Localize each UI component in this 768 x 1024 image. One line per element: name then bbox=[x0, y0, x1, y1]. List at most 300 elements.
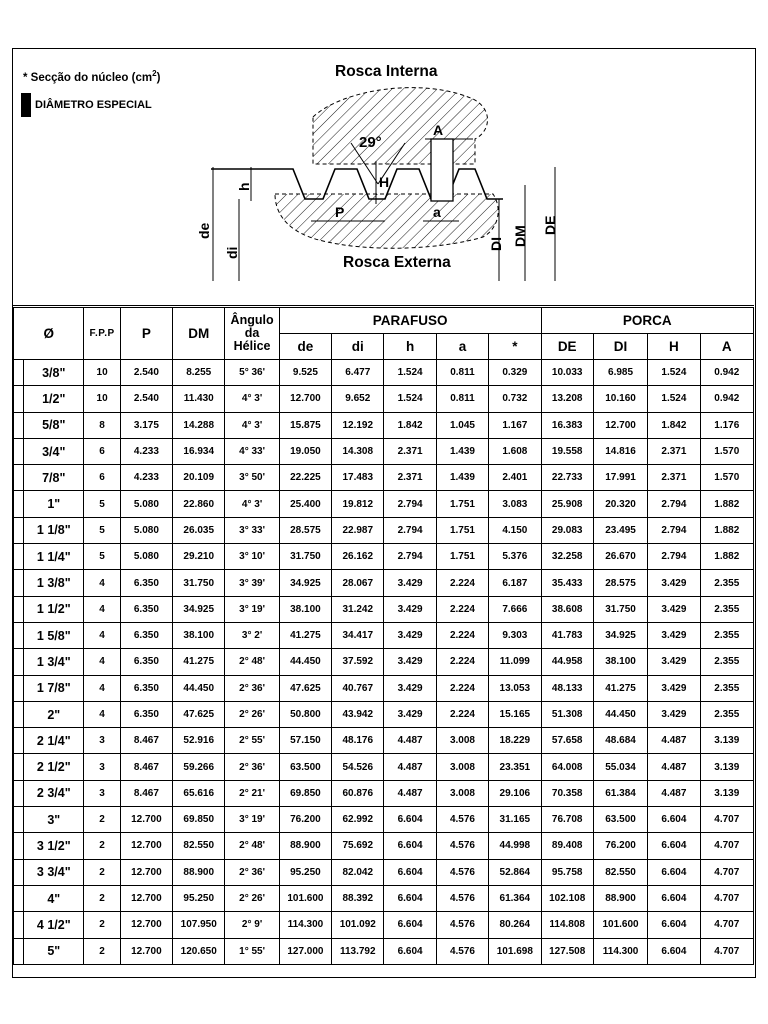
table-cell: 60.876 bbox=[332, 780, 384, 806]
table-cell: 23.351 bbox=[489, 754, 541, 780]
special-marker-cell bbox=[14, 412, 24, 438]
table-cell: 3.008 bbox=[436, 728, 488, 754]
special-marker-cell bbox=[14, 859, 24, 885]
table-cell: 54.526 bbox=[332, 754, 384, 780]
table-cell: 12.700 bbox=[120, 938, 172, 964]
table-cell: 38.100 bbox=[593, 649, 647, 675]
table-cell: 15.165 bbox=[489, 701, 541, 727]
table-cell: 3.008 bbox=[436, 754, 488, 780]
table-cell: 41.275 bbox=[173, 649, 225, 675]
diameter-cell: 2 3/4" bbox=[24, 780, 84, 806]
table-cell: 4.487 bbox=[648, 754, 700, 780]
table-row bbox=[14, 412, 754, 438]
table-cell: 12.700 bbox=[279, 386, 331, 412]
table-cell: 5.080 bbox=[120, 544, 172, 570]
special-marker-cell bbox=[14, 938, 24, 964]
table-cell: 7.666 bbox=[489, 596, 541, 622]
table-cell: 75.692 bbox=[332, 833, 384, 859]
table-cell: 48.684 bbox=[593, 728, 647, 754]
diameter-cell: 1 5/8" bbox=[24, 622, 84, 648]
table-cell: 12.700 bbox=[120, 833, 172, 859]
table-cell: 69.850 bbox=[173, 807, 225, 833]
table-cell: 29.083 bbox=[541, 517, 593, 543]
col-header-nut-H: H bbox=[648, 334, 700, 360]
table-cell: 4.707 bbox=[700, 912, 753, 938]
table-cell: 3.139 bbox=[700, 780, 753, 806]
col-header-bolt-core-section: * bbox=[489, 334, 541, 360]
table-cell: 22.733 bbox=[541, 465, 593, 491]
table-cell: 2 bbox=[84, 833, 120, 859]
table-cell: 82.042 bbox=[332, 859, 384, 885]
table-cell: 22.225 bbox=[279, 465, 331, 491]
table-row bbox=[14, 517, 754, 543]
table-cell: 6.604 bbox=[384, 885, 436, 911]
table-cell: 2° 36' bbox=[225, 675, 279, 701]
table-row bbox=[14, 544, 754, 570]
col-header-fpp: F.P.P bbox=[84, 308, 120, 360]
table-cell: 11.099 bbox=[489, 649, 541, 675]
table-cell: 13.208 bbox=[541, 386, 593, 412]
special-marker-cell bbox=[14, 885, 24, 911]
table-cell: 8.467 bbox=[120, 780, 172, 806]
special-marker-cell bbox=[14, 622, 24, 648]
table-cell: 19.558 bbox=[541, 438, 593, 464]
table-cell: 12.700 bbox=[120, 885, 172, 911]
table-cell: 2.355 bbox=[700, 596, 753, 622]
table-row bbox=[14, 833, 754, 859]
table-cell: 8 bbox=[84, 412, 120, 438]
table-cell: 2.224 bbox=[436, 596, 488, 622]
table-cell: 3° 19' bbox=[225, 596, 279, 622]
diameter-cell: 5/8" bbox=[24, 412, 84, 438]
table-row bbox=[14, 885, 754, 911]
table-cell: 12.700 bbox=[120, 807, 172, 833]
table-cell: 2.355 bbox=[700, 701, 753, 727]
table-cell: 14.288 bbox=[173, 412, 225, 438]
table-cell: 2° 26' bbox=[225, 885, 279, 911]
table-cell: 6.350 bbox=[120, 649, 172, 675]
table-cell: 76.708 bbox=[541, 807, 593, 833]
table-cell: 3° 39' bbox=[225, 570, 279, 596]
dim-DI-label: DI bbox=[488, 237, 504, 251]
table-cell: 8.467 bbox=[120, 754, 172, 780]
table-cell: 61.384 bbox=[593, 780, 647, 806]
table-cell: 6.604 bbox=[648, 885, 700, 911]
table-cell: 12.192 bbox=[332, 412, 384, 438]
table-cell: 2.371 bbox=[384, 438, 436, 464]
table-cell: 48.133 bbox=[541, 675, 593, 701]
table-row bbox=[14, 754, 754, 780]
thread-profile-diagram bbox=[13, 49, 754, 305]
helix-angle-line2: da bbox=[244, 326, 260, 340]
table-cell: 1.439 bbox=[436, 438, 488, 464]
table-row bbox=[14, 912, 754, 938]
internal-thread-body bbox=[313, 88, 488, 164]
dim-di-label: di bbox=[224, 246, 240, 259]
table-cell: 88.900 bbox=[593, 885, 647, 911]
table-cell: 44.998 bbox=[489, 833, 541, 859]
thread-spec-sheet bbox=[12, 48, 756, 978]
col-header-dm: DM bbox=[173, 308, 225, 360]
table-cell: 95.758 bbox=[541, 859, 593, 885]
table-cell: 6.604 bbox=[648, 912, 700, 938]
table-cell: 9.303 bbox=[489, 622, 541, 648]
diameter-cell: 1" bbox=[24, 491, 84, 517]
diameter-cell: 1 3/8" bbox=[24, 570, 84, 596]
table-cell: 0.329 bbox=[489, 360, 541, 386]
col-header-helix-angle bbox=[225, 308, 279, 360]
table-cell: 2.224 bbox=[436, 649, 488, 675]
table-row bbox=[14, 728, 754, 754]
table-cell: 26.670 bbox=[593, 544, 647, 570]
table-cell: 4 bbox=[84, 570, 120, 596]
table-cell: 2° 21' bbox=[225, 780, 279, 806]
table-cell: 0.732 bbox=[489, 386, 541, 412]
table-cell: 69.850 bbox=[279, 780, 331, 806]
table-cell: 6 bbox=[84, 465, 120, 491]
table-cell: 6.604 bbox=[384, 938, 436, 964]
table-cell: 4.576 bbox=[436, 833, 488, 859]
table-cell: 4.487 bbox=[648, 780, 700, 806]
table-cell: 6.604 bbox=[648, 859, 700, 885]
table-cell: 80.264 bbox=[489, 912, 541, 938]
table-cell: 9.525 bbox=[279, 360, 331, 386]
table-cell: 2.371 bbox=[384, 465, 436, 491]
table-cell: 17.991 bbox=[593, 465, 647, 491]
table-cell: 43.942 bbox=[332, 701, 384, 727]
special-marker-cell bbox=[14, 570, 24, 596]
table-cell: 1.608 bbox=[489, 438, 541, 464]
table-cell: 6.604 bbox=[648, 833, 700, 859]
table-cell: 101.600 bbox=[279, 885, 331, 911]
table-cell: 70.358 bbox=[541, 780, 593, 806]
table-cell: 2.794 bbox=[384, 544, 436, 570]
table-row bbox=[14, 570, 754, 596]
table-cell: 3.008 bbox=[436, 780, 488, 806]
table-row bbox=[14, 675, 754, 701]
table-cell: 113.792 bbox=[332, 938, 384, 964]
table-cell: 26.035 bbox=[173, 517, 225, 543]
table-cell: 2.371 bbox=[648, 438, 700, 464]
table-cell: 17.483 bbox=[332, 465, 384, 491]
diameter-cell: 2 1/2" bbox=[24, 754, 84, 780]
table-cell: 34.925 bbox=[279, 570, 331, 596]
table-cell: 4.233 bbox=[120, 465, 172, 491]
table-cell: 3.429 bbox=[384, 675, 436, 701]
table-cell: 1.882 bbox=[700, 544, 753, 570]
table-cell: 6.350 bbox=[120, 596, 172, 622]
external-thread-body bbox=[275, 194, 498, 248]
table-cell: 3° 2' bbox=[225, 622, 279, 648]
special-marker-cell bbox=[14, 675, 24, 701]
table-cell: 1.045 bbox=[436, 412, 488, 438]
diameter-cell: 4" bbox=[24, 885, 84, 911]
table-cell: 15.875 bbox=[279, 412, 331, 438]
table-cell: 4.576 bbox=[436, 859, 488, 885]
table-cell: 88.900 bbox=[173, 859, 225, 885]
table-cell: 62.992 bbox=[332, 807, 384, 833]
table-cell: 1.167 bbox=[489, 412, 541, 438]
table-cell: 1.842 bbox=[648, 412, 700, 438]
table-cell: 18.229 bbox=[489, 728, 541, 754]
diameter-cell: 7/8" bbox=[24, 465, 84, 491]
diameter-cell: 1 1/8" bbox=[24, 517, 84, 543]
table-cell: 41.783 bbox=[541, 622, 593, 648]
table-cell: 1° 55' bbox=[225, 938, 279, 964]
table-cell: 2.794 bbox=[648, 544, 700, 570]
table-cell: 1.439 bbox=[436, 465, 488, 491]
special-marker-cell bbox=[14, 912, 24, 938]
table-cell: 3.175 bbox=[120, 412, 172, 438]
table-cell: 9.652 bbox=[332, 386, 384, 412]
table-cell: 28.575 bbox=[593, 570, 647, 596]
table-cell: 52.864 bbox=[489, 859, 541, 885]
table-cell: 14.308 bbox=[332, 438, 384, 464]
diameter-cell: 1 1/4" bbox=[24, 544, 84, 570]
table-cell: 114.808 bbox=[541, 912, 593, 938]
table-cell: 57.150 bbox=[279, 728, 331, 754]
table-cell: 6.604 bbox=[384, 807, 436, 833]
table-cell: 31.750 bbox=[279, 544, 331, 570]
table-cell: 4.233 bbox=[120, 438, 172, 464]
table-row bbox=[14, 360, 754, 386]
table-row bbox=[14, 438, 754, 464]
table-cell: 29.106 bbox=[489, 780, 541, 806]
table-cell: 34.925 bbox=[593, 622, 647, 648]
table-cell: 3° 10' bbox=[225, 544, 279, 570]
table-cell: 4 bbox=[84, 649, 120, 675]
special-marker-cell bbox=[14, 465, 24, 491]
table-cell: 2.355 bbox=[700, 622, 753, 648]
table-cell: 4.576 bbox=[436, 938, 488, 964]
table-cell: 2.794 bbox=[384, 517, 436, 543]
table-cell: 6.350 bbox=[120, 570, 172, 596]
table-cell: 1.882 bbox=[700, 491, 753, 517]
table-cell: 41.275 bbox=[279, 622, 331, 648]
table-cell: 6.604 bbox=[648, 938, 700, 964]
col-header-bolt-h: h bbox=[384, 334, 436, 360]
table-cell: 76.200 bbox=[279, 807, 331, 833]
table-cell: 95.250 bbox=[173, 885, 225, 911]
diameter-cell: 4 1/2" bbox=[24, 912, 84, 938]
table-cell: 19.050 bbox=[279, 438, 331, 464]
table-cell: 82.550 bbox=[173, 833, 225, 859]
table-cell: 6.350 bbox=[120, 622, 172, 648]
table-cell: 3.139 bbox=[700, 728, 753, 754]
diameter-cell: 3 3/4" bbox=[24, 859, 84, 885]
table-cell: 101.600 bbox=[593, 912, 647, 938]
table-cell: 2 bbox=[84, 885, 120, 911]
table-cell: 2° 36' bbox=[225, 859, 279, 885]
table-cell: 107.950 bbox=[173, 912, 225, 938]
table-cell: 2.355 bbox=[700, 570, 753, 596]
table-cell: 3.083 bbox=[489, 491, 541, 517]
col-header-diameter: Ø bbox=[14, 308, 84, 360]
table-cell: 2.794 bbox=[384, 491, 436, 517]
table-cell: 4.487 bbox=[384, 728, 436, 754]
table-cell: 44.450 bbox=[593, 701, 647, 727]
table-cell: 2° 36' bbox=[225, 754, 279, 780]
table-cell: 3.139 bbox=[700, 754, 753, 780]
table-cell: 2.224 bbox=[436, 570, 488, 596]
table-cell: 4.576 bbox=[436, 807, 488, 833]
special-marker-cell bbox=[14, 833, 24, 859]
table-cell: 0.942 bbox=[700, 360, 753, 386]
table-cell: 41.275 bbox=[593, 675, 647, 701]
table-cell: 95.250 bbox=[279, 859, 331, 885]
header-panel bbox=[13, 49, 754, 306]
table-cell: 10 bbox=[84, 360, 120, 386]
col-header-nut-DI: DI bbox=[593, 334, 647, 360]
table-cell: 63.500 bbox=[593, 807, 647, 833]
diameter-cell: 5" bbox=[24, 938, 84, 964]
table-cell: 4° 33' bbox=[225, 438, 279, 464]
helix-angle-line3: Hélice bbox=[233, 339, 271, 353]
table-cell: 47.625 bbox=[279, 675, 331, 701]
table-body bbox=[14, 360, 754, 965]
table-row bbox=[14, 807, 754, 833]
table-row bbox=[14, 701, 754, 727]
table-cell: 6.187 bbox=[489, 570, 541, 596]
table-cell: 2.540 bbox=[120, 360, 172, 386]
table-cell: 3.429 bbox=[648, 596, 700, 622]
thread-dimensions-table bbox=[13, 307, 754, 965]
group-header-bolt: PARAFUSO bbox=[279, 308, 541, 334]
table-cell: 2.794 bbox=[648, 491, 700, 517]
table-cell: 26.162 bbox=[332, 544, 384, 570]
col-header-nut-A: A bbox=[700, 334, 753, 360]
special-marker-cell bbox=[14, 438, 24, 464]
table-cell: 127.508 bbox=[541, 938, 593, 964]
table-cell: 0.811 bbox=[436, 386, 488, 412]
dim-H-label: H bbox=[379, 174, 390, 190]
table-cell: 4° 3' bbox=[225, 491, 279, 517]
table-cell: 2.224 bbox=[436, 701, 488, 727]
special-marker-cell bbox=[14, 754, 24, 780]
table-cell: 11.430 bbox=[173, 386, 225, 412]
table-row bbox=[14, 465, 754, 491]
table-cell: 2.355 bbox=[700, 649, 753, 675]
diameter-cell: 1/2" bbox=[24, 386, 84, 412]
diameter-cell: 2" bbox=[24, 701, 84, 727]
table-cell: 1.524 bbox=[384, 386, 436, 412]
table-cell: 12.700 bbox=[593, 412, 647, 438]
table-cell: 1.570 bbox=[700, 438, 753, 464]
table-cell: 3.429 bbox=[648, 701, 700, 727]
table-cell: 12.700 bbox=[120, 859, 172, 885]
table-cell: 120.650 bbox=[173, 938, 225, 964]
table-cell: 10 bbox=[84, 386, 120, 412]
diameter-cell: 3 1/2" bbox=[24, 833, 84, 859]
table-cell: 5 bbox=[84, 491, 120, 517]
table-cell: 3 bbox=[84, 780, 120, 806]
table-row bbox=[14, 622, 754, 648]
table-cell: 10.160 bbox=[593, 386, 647, 412]
table-row bbox=[14, 780, 754, 806]
nut-tooth-outline bbox=[431, 139, 453, 201]
table-cell: 4.707 bbox=[700, 833, 753, 859]
table-cell: 1.842 bbox=[384, 412, 436, 438]
table-cell: 38.608 bbox=[541, 596, 593, 622]
table-cell: 22.987 bbox=[332, 517, 384, 543]
table-cell: 1.570 bbox=[700, 465, 753, 491]
table-cell: 64.008 bbox=[541, 754, 593, 780]
col-header-bolt-de: de bbox=[279, 334, 331, 360]
helix-angle-line1: Ângulo bbox=[230, 313, 274, 327]
table-cell: 19.812 bbox=[332, 491, 384, 517]
table-row bbox=[14, 649, 754, 675]
table-cell: 3.429 bbox=[648, 570, 700, 596]
table-cell: 2.794 bbox=[648, 517, 700, 543]
table-row bbox=[14, 859, 754, 885]
table-cell: 38.100 bbox=[279, 596, 331, 622]
table-cell: 6.350 bbox=[120, 701, 172, 727]
table-cell: 12.700 bbox=[120, 912, 172, 938]
core-section-superscript: 2 bbox=[152, 69, 157, 78]
special-marker-cell bbox=[14, 728, 24, 754]
table-cell: 28.575 bbox=[279, 517, 331, 543]
table-cell: 25.400 bbox=[279, 491, 331, 517]
table-cell: 2 bbox=[84, 938, 120, 964]
table-cell: 4.707 bbox=[700, 885, 753, 911]
special-marker-cell bbox=[14, 386, 24, 412]
special-marker-cell bbox=[14, 780, 24, 806]
table-cell: 89.408 bbox=[541, 833, 593, 859]
table-cell: 101.092 bbox=[332, 912, 384, 938]
special-marker-cell bbox=[14, 360, 24, 386]
dim-DM-label: DM bbox=[512, 225, 528, 247]
table-cell: 4° 3' bbox=[225, 386, 279, 412]
table-cell: 3 bbox=[84, 754, 120, 780]
table-cell: 57.658 bbox=[541, 728, 593, 754]
table-cell: 1.524 bbox=[384, 360, 436, 386]
table-cell: 2.224 bbox=[436, 622, 488, 648]
table-cell: 31.750 bbox=[173, 570, 225, 596]
table-cell: 3.429 bbox=[648, 649, 700, 675]
table-cell: 1.882 bbox=[700, 517, 753, 543]
table-cell: 28.067 bbox=[332, 570, 384, 596]
thread-angle-label: 29° bbox=[359, 134, 382, 151]
table-cell: 4.707 bbox=[700, 938, 753, 964]
table-cell: 5 bbox=[84, 544, 120, 570]
special-marker-cell bbox=[14, 649, 24, 675]
table-cell: 3.429 bbox=[384, 649, 436, 675]
table-cell: 25.908 bbox=[541, 491, 593, 517]
table-cell: 6.477 bbox=[332, 360, 384, 386]
table-cell: 50.800 bbox=[279, 701, 331, 727]
core-section-close: ) bbox=[156, 71, 161, 84]
table-cell: 102.108 bbox=[541, 885, 593, 911]
table-cell: 65.616 bbox=[173, 780, 225, 806]
table-cell: 3.429 bbox=[648, 622, 700, 648]
diameter-cell: 3" bbox=[24, 807, 84, 833]
table-cell: 35.433 bbox=[541, 570, 593, 596]
table-cell: 8.255 bbox=[173, 360, 225, 386]
table-cell: 13.053 bbox=[489, 675, 541, 701]
table-cell: 2 bbox=[84, 807, 120, 833]
table-cell: 44.450 bbox=[279, 649, 331, 675]
table-cell: 51.308 bbox=[541, 701, 593, 727]
dim-de-label: de bbox=[196, 222, 212, 239]
special-marker-cell bbox=[14, 807, 24, 833]
table-cell: 101.698 bbox=[489, 938, 541, 964]
group-header-nut: PORCA bbox=[541, 308, 753, 334]
table-cell: 5.080 bbox=[120, 517, 172, 543]
table-cell: 4 bbox=[84, 622, 120, 648]
table-cell: 6.350 bbox=[120, 675, 172, 701]
table-cell: 127.000 bbox=[279, 938, 331, 964]
table-cell: 10.033 bbox=[541, 360, 593, 386]
